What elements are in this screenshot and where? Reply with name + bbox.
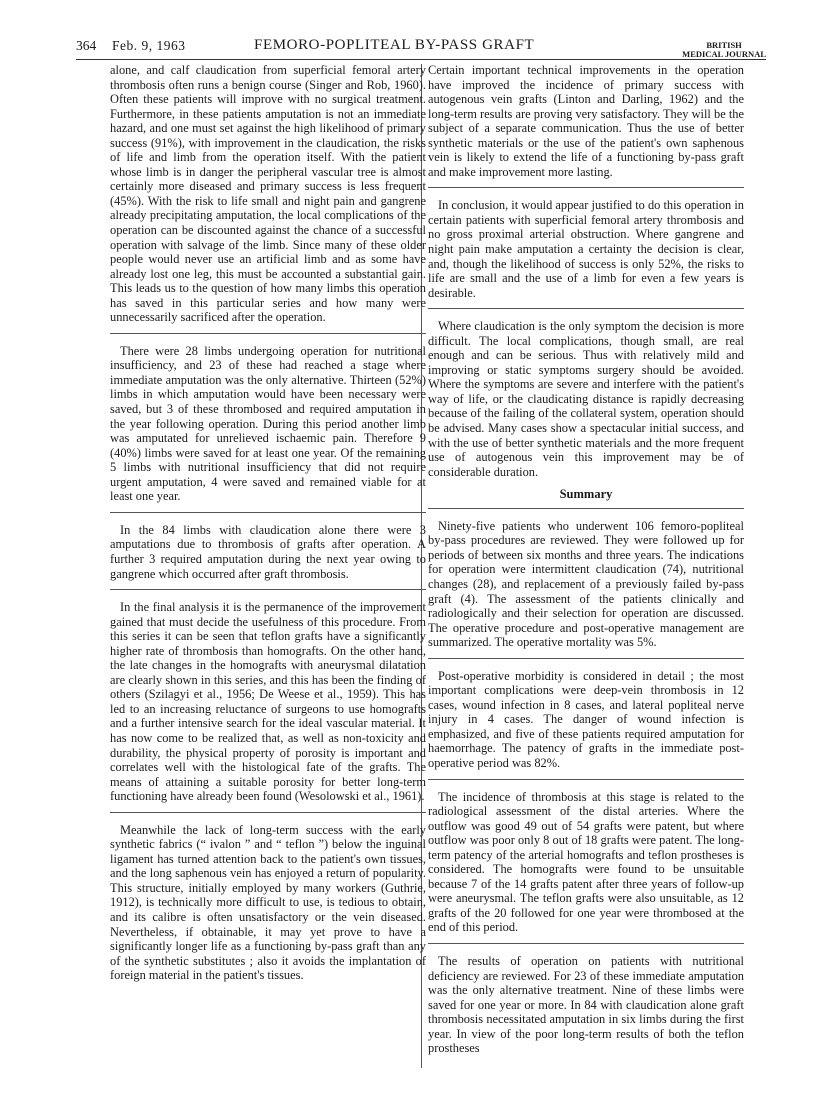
journal-name-line2: MEDICAL JOURNAL <box>682 49 766 59</box>
summary-heading: Summary <box>559 487 613 502</box>
body-paragraph: Where claudication is the only symptom the decision is more difficult. The local complications, though small, are real enough and can be serious. Thus with relatively mild and improving or static symptoms surgery should be avoided. Where the symptoms are severe and interfere with the patient's way of life, or the claudicating distance is rapidly decreasing because of the failing of the collateral system, operation should be advised. Many cases show a spectacular initial success, and with the use of better synthetic materials and the more frequent use of autogenous vein this improvement may be of considerable duration. <box>428 319 744 479</box>
right-column <box>428 63 744 1064</box>
paragraph-rule <box>428 779 744 780</box>
summary-paragraph: Post-operative morbidity is considered in detail ; the most important complications were deep-vein thrombosis in 12 cases, wound infection in 8 cases, and lateral popliteal nerve injury in 4 cases. The danger of wound infection is emphasized, and five of these patients required amputation for haemorrhage. The patency of grafts in the immediate post-operative period was 82%. <box>428 668 744 770</box>
paragraph-rule <box>110 512 426 513</box>
issue-date: Feb. 9, 1963 <box>112 38 186 53</box>
paragraph-rule <box>428 658 744 659</box>
paragraph-rule <box>110 333 426 334</box>
paragraph-rule <box>110 589 426 590</box>
journal-name <box>682 41 766 59</box>
body-paragraph: Meanwhile the lack of long-term success with the early synthetic fabrics (“ ivalon ” and “ teflon ”) below the inguinal ligament has turned attention back to the patient's own tissues, and the long saphenous vein has enjoyed a return of popularity. This structure, initially employed by many workers (Guthrie, 1912), is technically more difficult to use, is tedious to obtain, and its calibre is often unsatisfactory or the vein diseased. Nevertheless, if obtainable, it may yet prove to have a significantly longer life as a functioning by-pass graft than any of the synthetic substitutes ; also it avoids the implantation of foreign material in the patient's tissues. <box>110 822 426 983</box>
paragraph-rule <box>428 943 744 944</box>
body-paragraph: There were 28 limbs undergoing operation for nutritional insufficiency, and 23 of these had reached a stage where immediate amputation was the only alternative. Thirteen (52%) limbs in which amputation would have been necessary were saved, but 3 of these thrombosed and required amputation in the year following operation. During this period another limb was amputated for unrelieved ischaemic pain. Therefore 9 (40%) limbs were saved for at least one year. Of the remaining 5 limbs with nutritional insufficiency that did not require urgent amputation, 4 were saved and remained viable for at least one year. <box>110 343 426 504</box>
page-number: 364 <box>76 38 97 53</box>
paragraph-rule <box>110 812 426 813</box>
paragraph-rule <box>428 187 744 188</box>
body-paragraph: alone, and calf claudication from superficial femoral artery thrombosis often runs a benign course (Singer and Rob, 1960). Often these patients will improve with no surgical treatment. Furthermore, in these patients amputation is not an immediate hazard, and one must set against the high likelihood of primary success (91%), with improvement in the claudication, the risks of life and limb from the operation itself. With the patient whose limb is in danger the peripheral vascular tree is almost certainly more diseased and primary success is less frequent (45%). With the risk to life small and night pain and gangrene already precipitating amputation, the local complications of the operation can be discounted against the chance of a successful operation with salvage of the limb. Since many of these older people would never use an artificial limb and as some have already lost one leg, this must be accounted a substantial gain. This leads us to the question of how many limbs this operation has saved in this particular series and how many were unnecessarily sacrificed after the operation. <box>110 63 426 325</box>
paragraph-rule <box>428 308 744 309</box>
body-paragraph: In the 84 limbs with claudication alone there were 3 amputations due to thrombosis of grafts after operation. A further 3 required amputation during the next year owing to gangrene which occurred after graft thrombosis. <box>110 522 426 581</box>
body-paragraph: In conclusion, it would appear justified to do this operation in certain patients with superficial femoral artery thrombosis and no gross proximal arterial obstruction. Where gangrene and night pain make amputation a certainty the decision is clear, and, though the likelihood of success is only 52%, the risks to life are small and the use of a limb for even a few years is desirable. <box>428 198 744 300</box>
left-column <box>110 63 426 991</box>
summary-paragraph: The incidence of thrombosis at this stage is related to the radiological assessment of the distal arteries. Where the outflow was good 49 out of 54 grafts were patent, but where outflow was poor only 8 out of 18 grafts were patent. The long-term patency of the arterial homografts and teflon prostheses is considered. The homografts were found to be unsuitable because 7 of the 14 grafts patent after three years of follow-up were aneurysmal. The teflon grafts were also unsuitable, as 12 grafts of the 20 followed for one year were thrombosed at the end of this period. <box>428 789 744 935</box>
paragraph-rule <box>428 508 744 509</box>
summary-paragraph: Ninety-five patients who underwent 106 femoro-popliteal by-pass procedures are reviewed. They were followed up for periods of between six months and three years. The indications for operation were intermittent claudication (74), nutritional changes (28), and replacement of a previously failed by-pass graft (4). The assessment of the patients clinically and radiologically and their selection for operation are discussed. The operative procedure and post-operative management are summarized. The operative mortality was 5%. <box>428 518 744 650</box>
summary-paragraph: The results of operation on patients with nutritional deficiency are reviewed. For 23 of these immediate amputation was the only alternative treatment. Nine of these limbs were saved for one year or more. In 84 with claudication alone graft thrombosis necessitated amputation in six limbs during the first year. In view of the poor long-term results of both the teflon prostheses <box>428 953 744 1056</box>
body-paragraph: Certain important technical improvements in the operation have improved the incidence of primary success with autogenous vein grafts (Linton and Darling, 1962) and the long-term results are proving very satisfactory. They will be the subject of a separate communication. Thus the use of better synthetic materials or the use of the patient's own saphenous vein is likely to extend the life of a functioning by-pass graft and make improvement more lasting. <box>428 63 744 179</box>
page-header <box>76 38 766 64</box>
header-rule <box>76 59 766 60</box>
running-title: FEMORO-POPLITEAL BY-PASS GRAFT <box>254 37 535 53</box>
journal-name-line1: BRITISH <box>706 40 742 50</box>
body-paragraph: In the final analysis it is the permanence of the improvement gained that must decide the usefulness of this procedure. From this series it can be seen that teflon grafts have a significantly higher rate of thrombosis than homografts. On the other hand, the late changes in the homografts with aneurysmal dilatation are clearly shown in this series, and this has been the finding of others (Szilagyi et al., 1956; De Weese et al., 1959). This has led to an increasing reluctance of surgeons to use homografts and a further intensive search for the ideal vascular material. It has now come to be realized that, as well as non-toxicity and durability, the physical property of porosity is important and correlates well with the histological fate of the grafts. The means of attaining a suitable porosity for better long-term functioning have already been found (Wesolowski et al., 1961). <box>110 600 426 804</box>
